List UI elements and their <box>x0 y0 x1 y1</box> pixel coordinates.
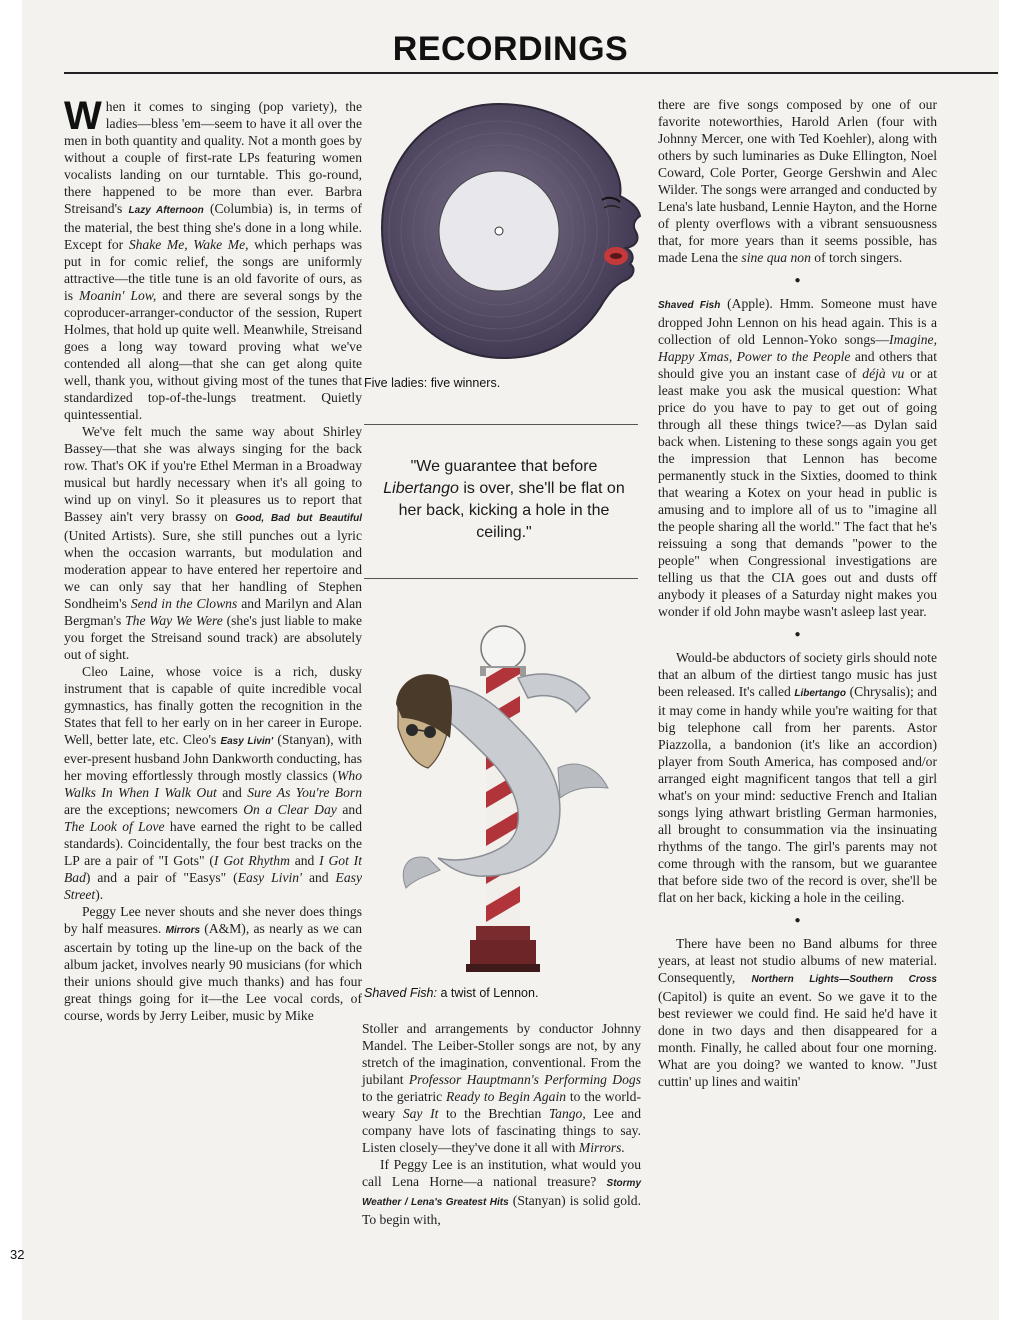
text: and Marilyn and Alan Bergman's <box>64 596 362 628</box>
text: Cleo Laine, whose voice is a rich, dusky instrument that is capable of quite incredible vocal gymnastics, has finally gotten the recognition in the States that fell to her early on in her career in Europe. Well, better late, etc. Cleo's <box>64 664 362 747</box>
phrase: sine qua non <box>741 250 811 265</box>
song-title: Sure As You're Born <box>247 785 362 800</box>
text: or at least make you ask the musical question: What price do you have to pay to get out of going through all these things twice?—as Dylan said back when. Listening to these songs again you get the impression that Lennon has become permanently stuck in the Sixties, doomed to think that wearing a Kotex on your head in public is amusing and to implore all of us to "imagine all the people sharing all the world." The fact that he's reissuing a song that demands "power to the people" when Congressional investigations are telling us that the CIA goes out and dusts off anybody it pleases of a Saturday night makes you wonder if old John maybe wasn't asleep last year. <box>658 366 937 619</box>
text: of torch singers. <box>810 250 903 265</box>
text: there are five songs composed by one of our favorite noteworthies, Harold Arlen (four with Johnny Mercer, one with Ted Koehler), along with others by such luminaries as Duke Ellington, Noel Coward, Cole Porter, George Gershwin and Alec Wilder. The songs were arranged and conducted by Lena's late husband, Lennie Hayton, and the Horne of plenty overflows with a vibrant sensuousness that, for more years than it seems possible, has made Lena the <box>658 97 937 265</box>
text: and there are several songs by the coproducer-arranger-conductor of the session, Rupert Holmes, that hold up quite well. Meanwhile, Streisand goes a long way toward proving what we've contended all along—that she can get along quite well, thank you, without giving most of the tunes that standardized top-of-the-lungs treatment. Quietly quintessential. <box>64 288 362 422</box>
barber-pole-fish-illustration <box>368 608 648 978</box>
text: and <box>336 802 363 817</box>
text: Stoller and arrangements by conductor Johnny Mandel. The Leiber-Stoller songs are not, by any stretch of the imagination, conventional. From the jubilant <box>362 1021 641 1087</box>
paragraph <box>658 935 937 1090</box>
paragraph <box>64 903 362 1024</box>
paragraph <box>64 94 362 423</box>
page-number: 32 <box>10 1247 25 1262</box>
article-column-1 <box>64 94 363 1024</box>
song-title: The Look of Love <box>64 819 165 834</box>
text: Peggy Lee never shouts and she never does things by half measures. <box>64 904 362 936</box>
section-separator: ● <box>794 629 801 640</box>
song-title: Moanin' Low, <box>79 288 157 303</box>
text: ) and a pair of "Easys" ( <box>85 870 238 885</box>
album-title: Mirrors. <box>578 1140 625 1155</box>
text: and <box>289 853 320 868</box>
song-title: Imagine, Happy Xmas, Power to the People <box>658 332 937 364</box>
text: is over, she'll be flat on her back, kicking a hole in the ceiling." <box>398 480 625 541</box>
text: and <box>301 870 336 885</box>
figure-caption: Five ladies: five winners. <box>364 376 501 390</box>
text: (Capitol) is quite an event. So we gave it to the best reviewer we could find. He said he'd have it done in two days and then disappeared for a month. Finally, he called about four one morning. What are you doing? we wanted to know. "Just cuttin' up lines and waitin' <box>658 989 937 1089</box>
text: "We guarantee that before <box>410 458 598 475</box>
paragraph <box>658 96 937 266</box>
text: are the exceptions; newcomers <box>64 802 244 817</box>
text: (A&M), as nearly as we can ascertain by toting up the line-up on the back of the album jacket, involves nearly 90 musicians (for which their unions should give much thanks) and has four great things going for it—the Lee vocal cords, of course, words by Jerry Leiber, music by Mike <box>64 921 362 1023</box>
text: There have been no Band albums for three years, at least not studio albums of new material. Consequently, <box>658 936 937 985</box>
text: Would-be abductors of society girls should note that an album of the dirtiest tango music has just been released. It's called <box>658 650 937 699</box>
article-column-3 <box>658 96 937 1090</box>
text: have earned the right to be called standards). Coincidentally, the four best tracks on the LP are a pair of "I Gots" ( <box>64 819 362 868</box>
album-title: Northern Lights—Southern Cross <box>751 974 937 985</box>
text: (Stanyan), with ever-present husband John Dankworth conducting, has her moving effortlessly through mostly classics ( <box>64 732 362 783</box>
record-face-illustration <box>364 96 644 372</box>
song-title: Ready to Begin Again <box>446 1089 567 1104</box>
song-title: The Way We Were <box>125 613 223 628</box>
text: and others that should give you an instant case of <box>658 349 937 381</box>
song-title: Easy Livin' <box>237 870 302 885</box>
album-title: Libertango <box>383 480 459 497</box>
text: ). <box>95 887 104 902</box>
text: to the world-weary <box>362 1089 641 1121</box>
article-column-2 <box>362 1020 641 1228</box>
text: which perhaps was put in for comic relief, the songs are uniformly attractive—the title tune is an old favorite of ours, as is <box>64 237 362 303</box>
album-title: Libertango <box>794 688 847 699</box>
song-title: Who Walks In When I Walk Out <box>64 768 362 800</box>
paragraph <box>64 423 362 663</box>
pull-quote-rule-bottom <box>364 578 638 579</box>
song-title: Shake Me, Wake Me, <box>128 237 249 252</box>
album-title: Shaved Fish: <box>364 986 437 1000</box>
text: (United Artists). Sure, she still punches out a lyric when the occasion warrants, but modulation and moderation appear to have entered her repertoire and we can only say that her handling of Stephen Sondheim's <box>64 528 362 611</box>
song-title: Tango, <box>548 1106 586 1121</box>
paragraph <box>362 1156 641 1228</box>
figure-caption <box>364 986 538 1000</box>
section-separator: ● <box>794 275 801 286</box>
text: If Peggy Lee is an institution, what would you call Lena Horne—a national treasure? <box>362 1157 641 1189</box>
album-title: Good, Bad but Beautiful <box>235 513 362 524</box>
section-separator: ● <box>794 915 801 926</box>
album-title: Lazy Afternoon <box>128 205 204 216</box>
magazine-page <box>22 0 999 1320</box>
drop-cap: W <box>64 94 102 138</box>
paragraph <box>64 663 362 903</box>
paragraph <box>658 649 937 906</box>
album-title: Shaved Fish <box>658 300 721 311</box>
song-title: I Got Rhythm <box>213 853 290 868</box>
song-title: On a Clear Day <box>243 802 337 817</box>
text: to the Brechtian <box>438 1106 549 1121</box>
song-title: Easy Street <box>64 870 362 902</box>
song-title: Say It <box>402 1106 439 1121</box>
paragraph <box>362 1020 641 1156</box>
text: and <box>216 785 248 800</box>
text: a twist of Lennon. <box>436 986 539 1000</box>
song-title: I Got It Bad <box>64 853 362 885</box>
album-title: Easy Livin' <box>220 736 274 747</box>
paragraph <box>658 295 937 620</box>
text: (Stanyan) is solid gold. To begin with, <box>362 1193 641 1227</box>
text: We've felt much the same way about Shirley Bassey—that she was always singing for the back row. That's OK if you're Ethel Merman in a Broadway musical but hardly necessary when it's all going to wind up on vinyl. So it pleasures us to report that Bassey ain't very brassy on <box>64 424 362 524</box>
text: (Chrysalis); and it may come in handy while you're waiting for that big telephone call from her parents. Astor Piazzolla, a bandonion (it's like an accordion) player from South America, has composed and/or arranged eight magnificent tangos that tell a girl what's on your mind: seductive French and Italian songs lying athwart bristling German harmonies, all brought to consummation via the insinuating rhythms of the tango. The girl's parents may not come through with the ransom, but we guarantee that before side two of the record is over, she'll be flat on her back, kicking a hole in the ceiling. <box>658 684 937 905</box>
text: (Columbia) is, in terms of the material, the best thing she's done in a long while. Except for <box>64 201 362 252</box>
text: (Apple). Hmm. Someone must have dropped John Lennon on his head again. This is a collection of old Lennon-Yoko songs— <box>658 296 938 347</box>
pull-quote <box>374 456 634 544</box>
text: (she's just liable to make you forget the Streisand sound track) are absolutely out of sight. <box>64 613 362 662</box>
text: Lee and company have lots of fascinating things to say. Listen closely—they've done it all with <box>362 1106 641 1155</box>
section-title: RECORDINGS <box>392 30 629 68</box>
song-title: Send in the Clowns <box>130 596 238 611</box>
song-title: Professor Hauptmann's Performing Dogs <box>408 1072 642 1087</box>
text: to the geriatric <box>362 1089 447 1104</box>
pull-quote-rule-top <box>364 424 638 425</box>
phrase: déjà vu <box>862 366 905 381</box>
album-title: Stormy Weather / Lena's Greatest Hits <box>362 1178 641 1208</box>
album-title: Mirrors <box>165 925 201 936</box>
header-rule <box>64 72 998 74</box>
text: hen it comes to singing (pop variety), the ladies—bless 'em—seem to have it all over the men in both quantity and quality. Not a month goes by without a couple of first-rate LPs featuring women vocalists landing on our turntable. This go-round, there happened to be more than ever. Barbra Streisand's <box>64 99 362 216</box>
